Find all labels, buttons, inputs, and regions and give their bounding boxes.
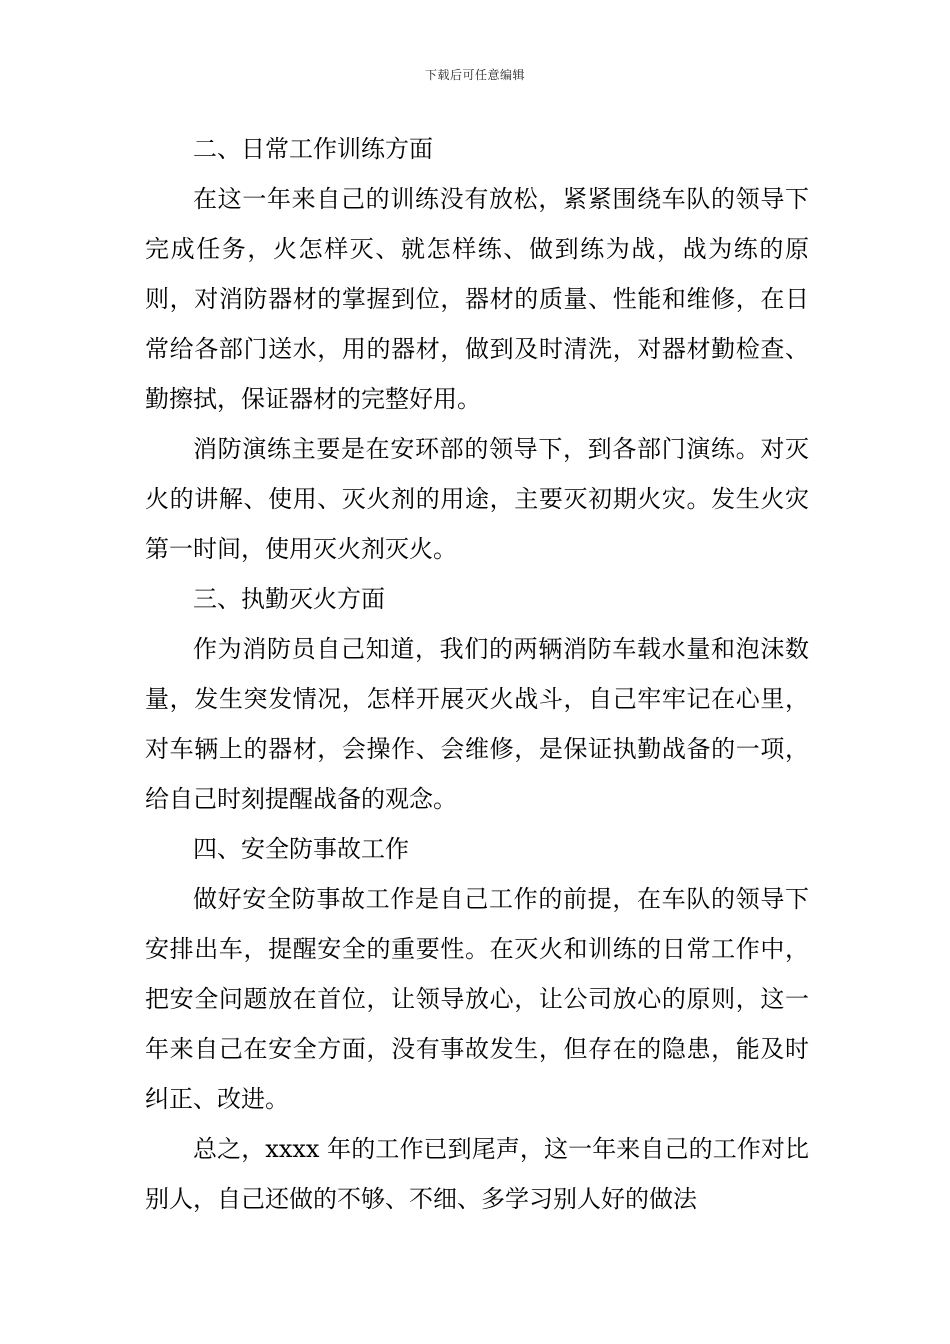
section-heading-duty-firefighting: 三、执勤灭火方面	[193, 585, 385, 613]
paragraph-safety: 做好安全防事故工作是自己工作的前提，在车队的领导下安排出车，提醒安全的重要性。在灭火和训练的日常工作中，把安全问题放在首位，让领导放心，让公司放心的原则，这一年来自己在安全方面，没有事故发生，但存在的隐患，能及时纠正、改进。	[145, 885, 809, 1113]
header-note: 下载后可任意编辑	[424, 68, 525, 82]
document-body	[145, 124, 809, 1224]
paragraph-training: 在这一年来自己的训练没有放松，紧紧围绕车队的领导下完成任务，火怎样灭、就怎样练、做到练为战，战为练的原则，对消防器材的掌握到位，器材的质量、性能和维修，在日常给各部门送水，用的器材，做到及时清洗，对器材勤检查、勤擦拭，保证器材的完整好用。	[145, 185, 809, 413]
section-heading-daily-training: 二、日常工作训练方面	[193, 135, 433, 163]
section-heading-safety: 四、安全防事故工作	[193, 835, 409, 863]
paragraph-firefighter: 作为消防员自己知道，我们的两辆消防车载水量和泡沫数量，发生突发情况，怎样开展灭火战斗，自己牢牢记在心里，对车辆上的器材，会操作、会维修，是保证执勤战备的一项，给自己时刻提醒战备的观念。	[145, 635, 809, 813]
paragraph-summary: 总之，xxxx 年的工作已到尾声，这一年来自己的工作对比别人，自己还做的不够、不细、多学习别人好的做法	[145, 1135, 809, 1213]
paragraph-fire-drill: 消防演练主要是在安环部的领导下，到各部门演练。对灭火的讲解、使用、灭火剂的用途，主要灭初期火灾。发生火灾第一时间，使用灭火剂灭火。	[145, 435, 809, 563]
